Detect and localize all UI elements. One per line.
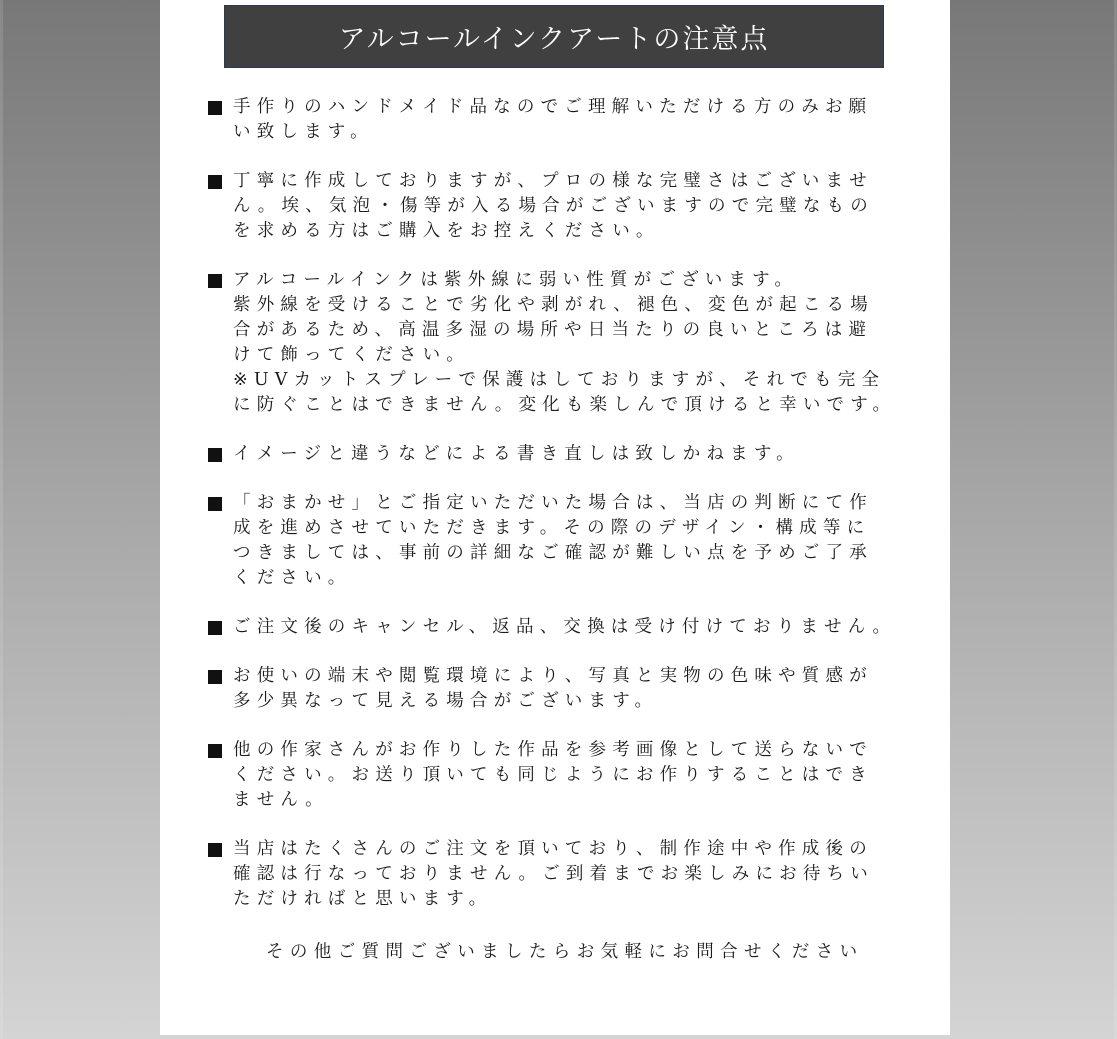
- black-square-bullet-icon: [208, 621, 222, 635]
- note-line: アルコールインクは紫外線に弱い性質がございます。: [233, 270, 799, 290]
- black-square-bullet-icon: [208, 497, 222, 511]
- note-line: ください。: [233, 568, 352, 588]
- black-square-bullet-icon: [208, 744, 222, 758]
- note-line: 合があるため、高温多湿の場所や日当たりの良いところは避: [233, 320, 873, 340]
- document-page: [160, 0, 950, 1035]
- black-square-bullet-icon: [208, 101, 222, 115]
- note-item-imperfections: [207, 169, 927, 244]
- note-line: 当店はたくさんのご注文を頂いており、制作途中や作成後の: [233, 839, 873, 859]
- note-item-color-variance: [207, 664, 927, 714]
- note-line: 紫外線を受けることで劣化や剥がれ、褪色、変色が起こる場: [233, 295, 874, 315]
- note-item-no-redraw: [207, 442, 927, 467]
- note-line: 他の作家さんがお作りした作品を参考画像として送らないで: [233, 740, 873, 760]
- note-line: けて飾ってください。: [233, 345, 470, 365]
- note-item-no-cancellation: [207, 615, 927, 640]
- closing-message: その他ご質問ございましたらお気軽にお問合せください: [266, 942, 864, 962]
- note-item-no-progress-check: [207, 837, 927, 912]
- note-line: 成を進めさせていただきます。その際のデザイン・構成等に: [233, 518, 871, 538]
- note-line: 手作りのハンドメイド品なのでご理解いただける方のみお願: [233, 97, 873, 117]
- note-item-omakase: [207, 491, 927, 591]
- note-line: い致します。: [233, 122, 374, 142]
- note-line: を求める方はご購入をお控えください。: [233, 221, 660, 241]
- note-line: ご注文後のキャンセル、返品、交換は受け付けておりません。: [233, 617, 897, 637]
- page-title: アルコールインクアートの注意点: [338, 24, 770, 55]
- black-square-bullet-icon: [208, 274, 222, 288]
- note-line: ません。: [233, 790, 329, 810]
- note-line: イメージと違うなどによる書き直しは致しかねます。: [233, 444, 800, 464]
- title-banner: [224, 5, 884, 68]
- black-square-bullet-icon: [208, 843, 222, 857]
- black-square-bullet-icon: [208, 175, 222, 189]
- note-item-handmade: [207, 95, 927, 145]
- note-line: 多少異なって見える場合がございます。: [233, 691, 659, 711]
- note-line: お使いの端末や閲覧環境により、写真と実物の色味や質感が: [233, 666, 873, 686]
- black-square-bullet-icon: [208, 670, 222, 684]
- note-item-uv-sensitivity: [207, 268, 927, 418]
- note-line: ん。埃、気泡・傷等が入る場合がございますので完璧なもの: [233, 196, 874, 216]
- note-line: に防ぐことはできません。変化も楽しんで頂けると幸いです。: [233, 395, 897, 415]
- note-line: ください。お送り頂いても同じようにお作りすることはでき: [233, 765, 873, 785]
- note-line: 確認は行なっておりません。ご到着までお楽しみにお待ちい: [233, 864, 874, 884]
- backdrop-edge-left: [0, 0, 3, 1039]
- note-item-no-reference-images: [207, 738, 927, 813]
- note-line: ただければと思います。: [233, 889, 493, 909]
- note-line: 丁寧に作成しておりますが、プロの様な完璧さはございませ: [233, 171, 873, 191]
- note-line: 「おまかせ」とご指定いただいた場合は、当店の判断にて作: [233, 493, 873, 513]
- notes-list: [207, 95, 927, 936]
- note-line: つきましては、事前の詳細なご確認が難しい点を予めご了承: [233, 543, 873, 563]
- note-line: ※UVカットスプレーで保護はしておりますが、それでも完全: [233, 370, 886, 390]
- black-square-bullet-icon: [208, 448, 222, 462]
